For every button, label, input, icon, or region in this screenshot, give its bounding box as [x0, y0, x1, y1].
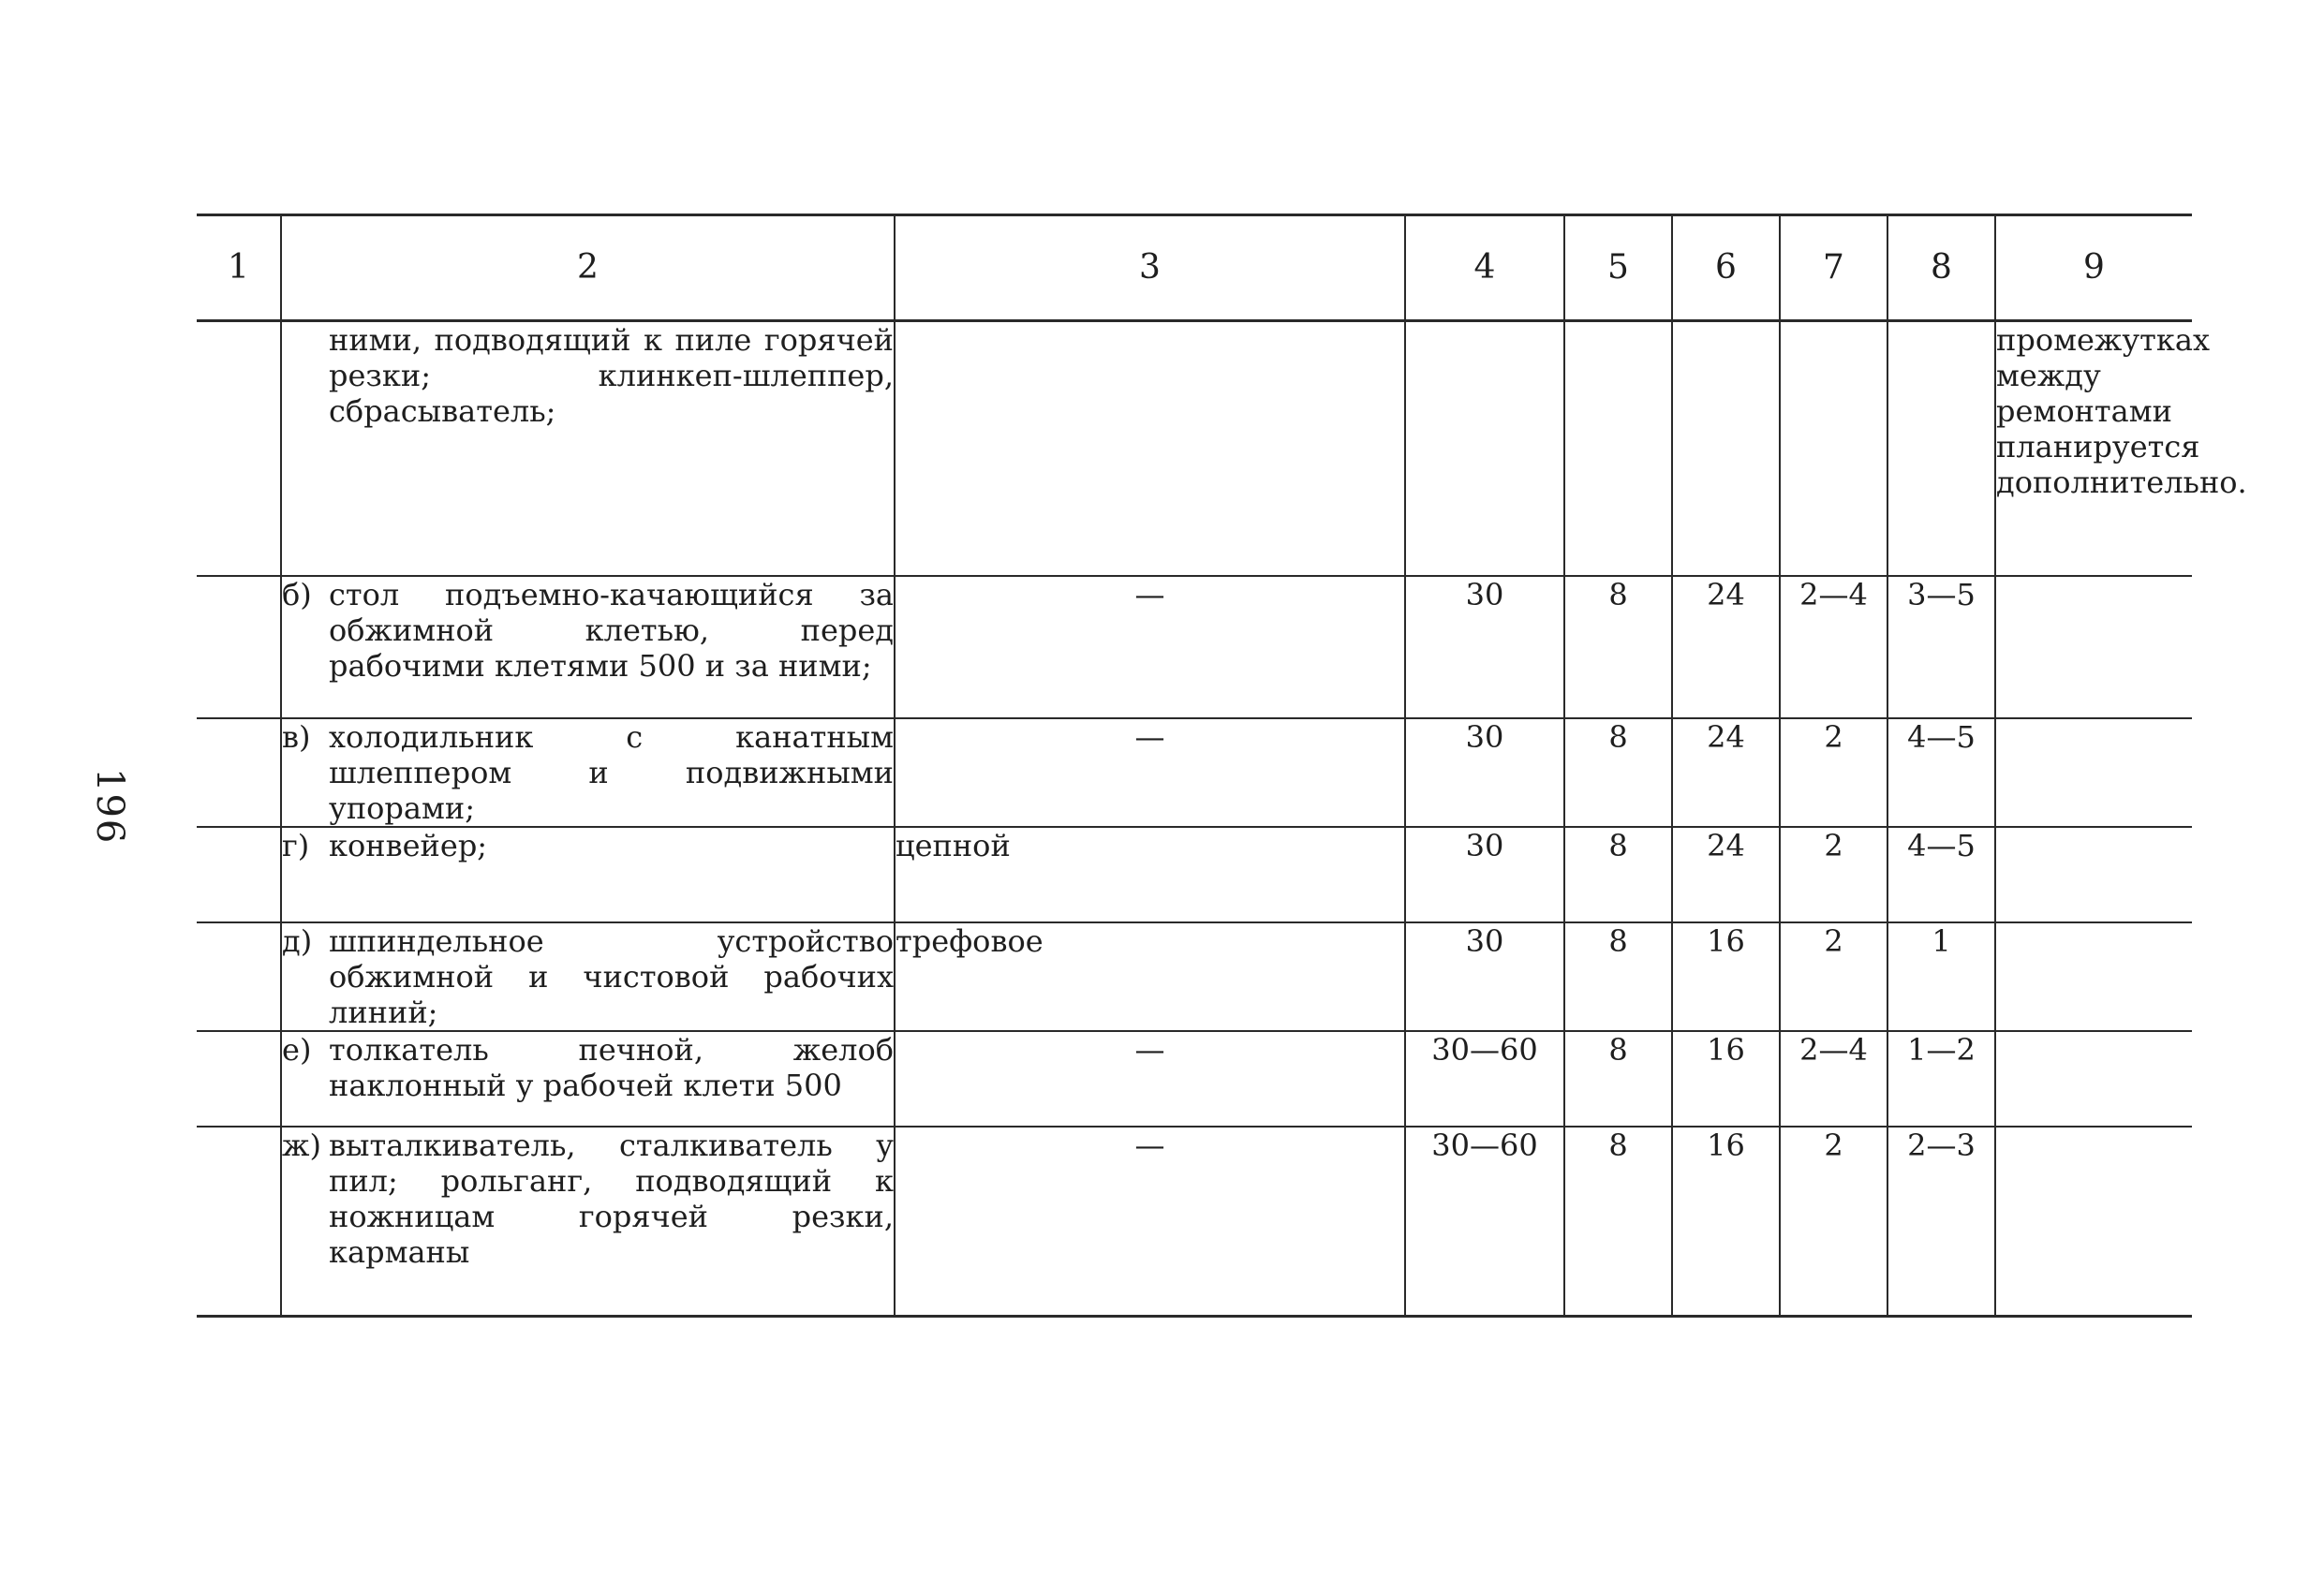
value-cell: 2: [1780, 922, 1887, 1031]
value-cell: 4—5: [1887, 827, 1995, 922]
value-cell: 2: [1780, 827, 1887, 922]
row-index-cell: [197, 922, 281, 1031]
value-cell: 30: [1405, 718, 1564, 827]
item-letter: [282, 322, 329, 429]
item-letter: д): [282, 923, 313, 959]
value-cell: 30—60: [1405, 1031, 1564, 1127]
item-text: шпиндельное устройство обжимной и чистовой рабочих линий;: [329, 923, 894, 1030]
value-cell: [1780, 321, 1887, 577]
value-cell: 8: [1564, 718, 1672, 827]
column-header: 5: [1564, 215, 1672, 321]
item-letter: г): [282, 828, 310, 863]
column-header: 2: [281, 215, 895, 321]
item-letter: в): [282, 719, 311, 755]
column-header: 9: [1995, 215, 2192, 321]
equipment-cell: [281, 321, 895, 577]
item-letter: ж): [282, 1128, 321, 1163]
table-row: [197, 922, 2192, 1031]
item-text: конвейер;: [329, 828, 488, 863]
note-cell: [1995, 576, 2192, 718]
value-cell: 2: [1780, 718, 1887, 827]
row-index-cell: [197, 576, 281, 718]
item-text: ними, подводящий к пиле горячей резки; клинкеп-шлеппер, сбрасыватель;: [329, 322, 894, 429]
column-header: 1: [197, 215, 281, 321]
value-cell: 3—5: [1887, 576, 1995, 718]
equipment-cell: [281, 1031, 895, 1127]
row-index-cell: [197, 718, 281, 827]
type-cell: —: [895, 1031, 1405, 1127]
value-cell: 8: [1564, 1031, 1672, 1127]
note-cell: [1995, 827, 2192, 922]
value-cell: 1—2: [1887, 1031, 1995, 1127]
value-cell: 4—5: [1887, 718, 1995, 827]
value-cell: [1405, 321, 1564, 577]
table-header-row: [197, 215, 2192, 321]
value-cell: 2: [1780, 1127, 1887, 1317]
type-cell: цепной: [895, 827, 1405, 922]
column-header: 3: [895, 215, 1405, 321]
maintenance-table: [197, 214, 2247, 1318]
value-cell: 2—3: [1887, 1127, 1995, 1317]
item-text: холодильник с канатным шлеппером и подвижными упорами;: [329, 719, 894, 826]
value-cell: 16: [1672, 922, 1780, 1031]
column-header: 8: [1887, 215, 1995, 321]
item-letter: е): [282, 1032, 312, 1068]
type-cell: —: [895, 1127, 1405, 1317]
note-cell: [1995, 718, 2192, 827]
note-cell: промежутках между ремонтами планируется дополнительно.: [1995, 321, 2192, 577]
note-cell: [1995, 1031, 2192, 1127]
value-cell: [1564, 321, 1672, 577]
item-letter: б): [282, 577, 312, 612]
value-cell: 30: [1405, 576, 1564, 718]
value-cell: [1672, 321, 1780, 577]
table-row: [197, 321, 2192, 577]
equipment-cell: [281, 576, 895, 718]
value-cell: 30: [1405, 922, 1564, 1031]
item-text: толкатель печной, желоб наклонный у рабочей клети 500: [329, 1032, 894, 1103]
equipment-cell: [281, 922, 895, 1031]
equipment-cell: [281, 827, 895, 922]
value-cell: [1887, 321, 1995, 577]
type-cell: трефовое: [895, 922, 1405, 1031]
column-header: 6: [1672, 215, 1780, 321]
page-number: 196: [88, 768, 131, 846]
table-row: [197, 827, 2192, 922]
value-cell: 8: [1564, 1127, 1672, 1317]
row-index-cell: [197, 321, 281, 577]
value-cell: 24: [1672, 827, 1780, 922]
note-cell: [1995, 922, 2192, 1031]
item-text: стол подъемно-качающийся за обжимной клетью, перед рабочими клетями 500 и за ними;: [329, 577, 894, 684]
note-cell: [1995, 1127, 2192, 1317]
table-row: [197, 718, 2192, 827]
column-header: 7: [1780, 215, 1887, 321]
value-cell: 8: [1564, 922, 1672, 1031]
value-cell: 30—60: [1405, 1127, 1564, 1317]
table-row: [197, 1127, 2192, 1317]
equipment-cell: [281, 718, 895, 827]
type-cell: —: [895, 718, 1405, 827]
value-cell: 16: [1672, 1031, 1780, 1127]
row-index-cell: [197, 1127, 281, 1317]
type-cell: [895, 321, 1405, 577]
value-cell: 24: [1672, 576, 1780, 718]
row-index-cell: [197, 827, 281, 922]
equipment-cell: [281, 1127, 895, 1317]
type-cell: —: [895, 576, 1405, 718]
value-cell: 8: [1564, 827, 1672, 922]
value-cell: 2—4: [1780, 1031, 1887, 1127]
table-row: [197, 1031, 2192, 1127]
table-row: [197, 576, 2192, 718]
row-index-cell: [197, 1031, 281, 1127]
column-header: 4: [1405, 215, 1564, 321]
value-cell: 2—4: [1780, 576, 1887, 718]
value-cell: 8: [1564, 576, 1672, 718]
value-cell: 16: [1672, 1127, 1780, 1317]
value-cell: 24: [1672, 718, 1780, 827]
item-text: выталкиватель, сталкиватель у пил; рольганг, подводящий к ножницам горячей резки, карманы: [329, 1128, 894, 1270]
value-cell: 1: [1887, 922, 1995, 1031]
value-cell: 30: [1405, 827, 1564, 922]
